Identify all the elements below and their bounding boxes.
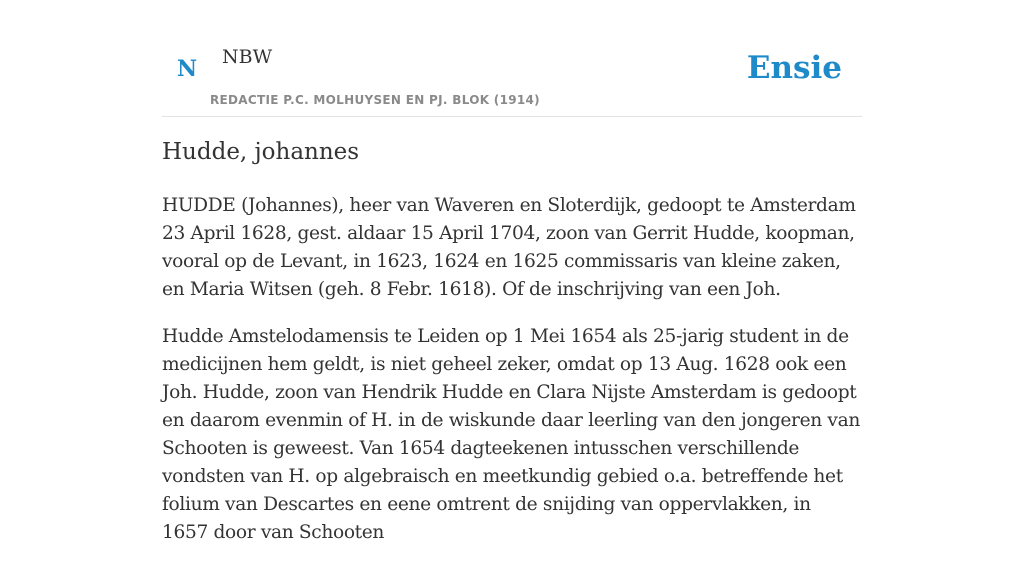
article-title: Hudde, johannes [162,139,360,165]
source-logo[interactable]: N [177,56,198,82]
article-paragraph: HUDDE (Johannes), heer van Waveren en Sloterdijk, gedoopt te Amsterdam 23 April 1628, gest. aldaar 15 April 1704, zoon van Gerrit Hudde, koopman, vooral op de Levant, in 1623, 1624 en 1625 commissaris van kleine zaken, en Maria Witsen (geh. 8 Febr. 1618). Of de inschrijving van een Joh. [162,195,856,300]
source-subtitle: REDACTIE P.C. MOLHUYSEN EN PJ. BLOK (1914) [210,93,540,107]
source-title[interactable]: NBW [222,46,273,68]
article-body [162,192,862,566]
article-paragraph: Hudde Amstelodamensis te Leiden op 1 Mei 1654 als 25-jarig student in de medicijnen hem geldt, is niet geheel zeker, omdat op 13 Aug. 1628 ook een Joh. Hudde, zoon van Hendrik Hudde en Clara Nijste Amsterdam is gedoopt en daarom evenmin of H. in de wiskunde daar leerling van den jongeren van Schooten is geweest. Van 1654 dagteekenen intusschen verschillende vondsten van H. op algebraisch en meetkundig gebied o.a. betreffende het folium van Descartes en eene omtrent de snijding van oppervlakken, in 1657 door van Schooten [162,326,860,543]
ensie-logo[interactable]: Ensie [746,50,842,86]
source-header [162,36,862,117]
